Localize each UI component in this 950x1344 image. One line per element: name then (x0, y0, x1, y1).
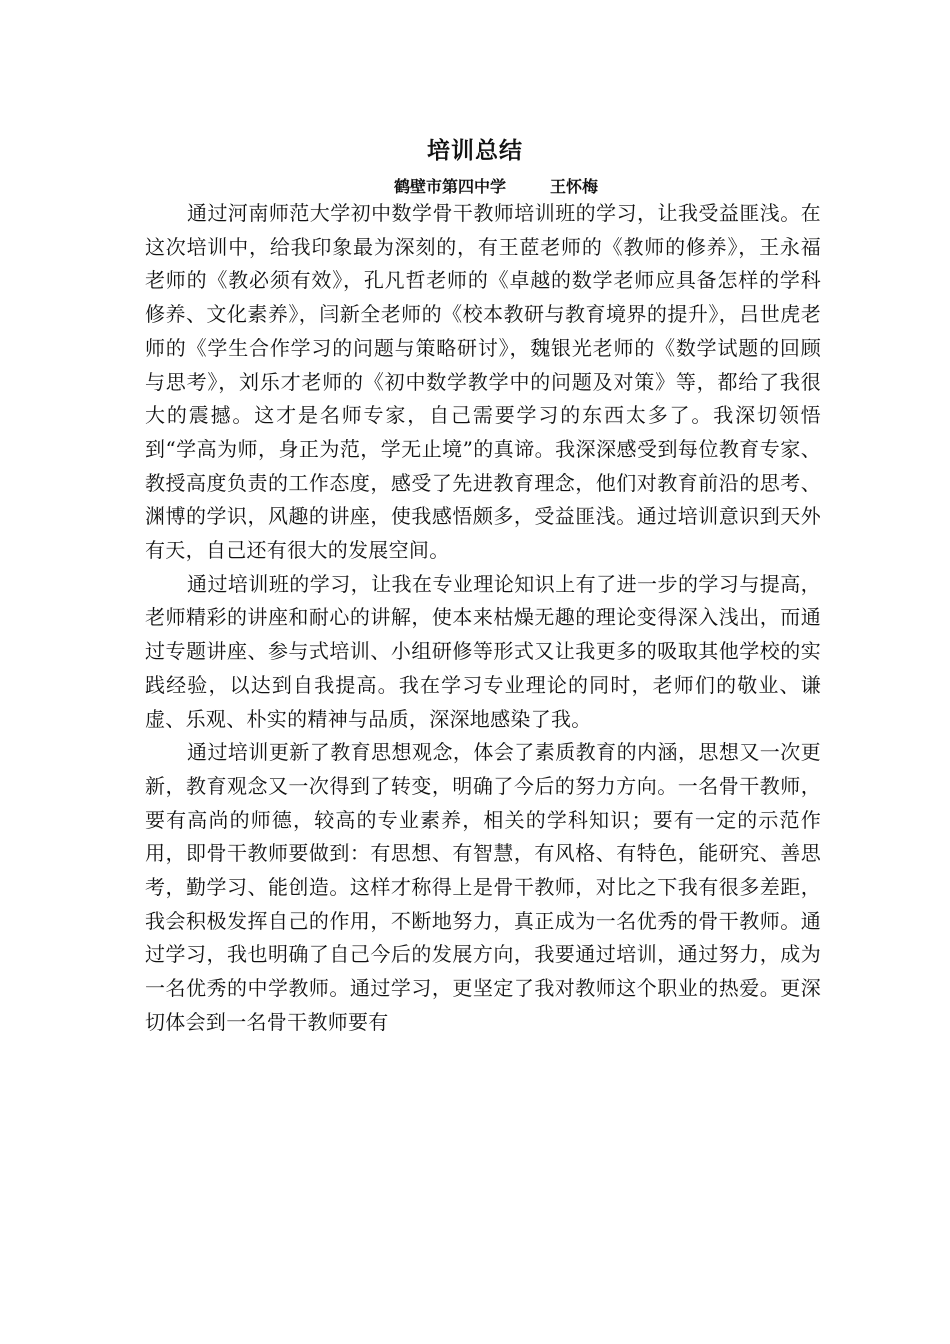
body-text (145, 197, 821, 1040)
paragraph: 通过培训更新了教育思想观念，体会了素质教育的内涵，思想又一次更新，教育观念又一次得到了转变，明确了今后的努力方向。一名骨干教师，要有高尚的师德，较高的专业素养，相关的学科知识；要有一定的示范作用，即骨干教师要做到：有思想、有智慧，有风格、有特色，能研究、善思考，勤学习、能创造。这样才称得上是骨干教师，对比之下我有很多差距，我会积极发挥自己的作用，不断地努力，真正成为一名优秀的骨干教师。通过学习，我也明确了自己今后的发展方向，我要通过培训，通过努力，成为一名优秀的中学教师。通过学习，更坚定了我对教师这个职业的热爱。更深切体会到一名骨干教师要有 (145, 740, 821, 1034)
paragraph: 通过培训班的学习，让我在专业理论知识上有了进一步的学习与提高，老师精彩的讲座和耐心的讲解，使本来枯燥无趣的理论变得深入浅出，而通过专题讲座、参与式培训、小组研修等形式又让我更多的吸取其他学校的实践经验，以达到自我提高。我在学习专业理论的同时，老师们的敬业、谦虚、乐观、朴实的精神与品质，深深地感染了我。 (145, 571, 821, 731)
paragraph: 通过河南师范大学初中数学骨干教师培训班的学习，让我受益匪浅。在这次培训中，给我印象最为深刻的，有王茝老师的《教师的修养》，王永福老师的《教必须有效》，孔凡哲老师的《卓越的数学老师应具备怎样的学科修养、文化素养》，闫新全老师的《校本教研与教育境界的提升》，吕世虎老师的《学生合作学习的问题与策略研讨》，魏银光老师的《数学试题的回顾与思考》，刘乐才老师的《初中数学教学中的问题及对策》等，都给了我很大的震撼。这才是名师专家，自己需要学习的东西太多了。我深切领悟到“学高为师，身正为范，学无止境”的真谛。我深深感受到每位教育专家、教授高度负责的工作态度，感受了先进教育理念，他们对教育前沿的思考、渊博的学识，风趣的讲座，使我感悟颇多，受益匪浅。通过培训意识到天外有天，自己还有很大的发展空间。 (145, 201, 821, 563)
author-name: 王怀梅 (550, 177, 599, 196)
page-title: 培训总结 (427, 138, 523, 164)
school-name: 鹤壁市第四中学 (394, 177, 507, 196)
